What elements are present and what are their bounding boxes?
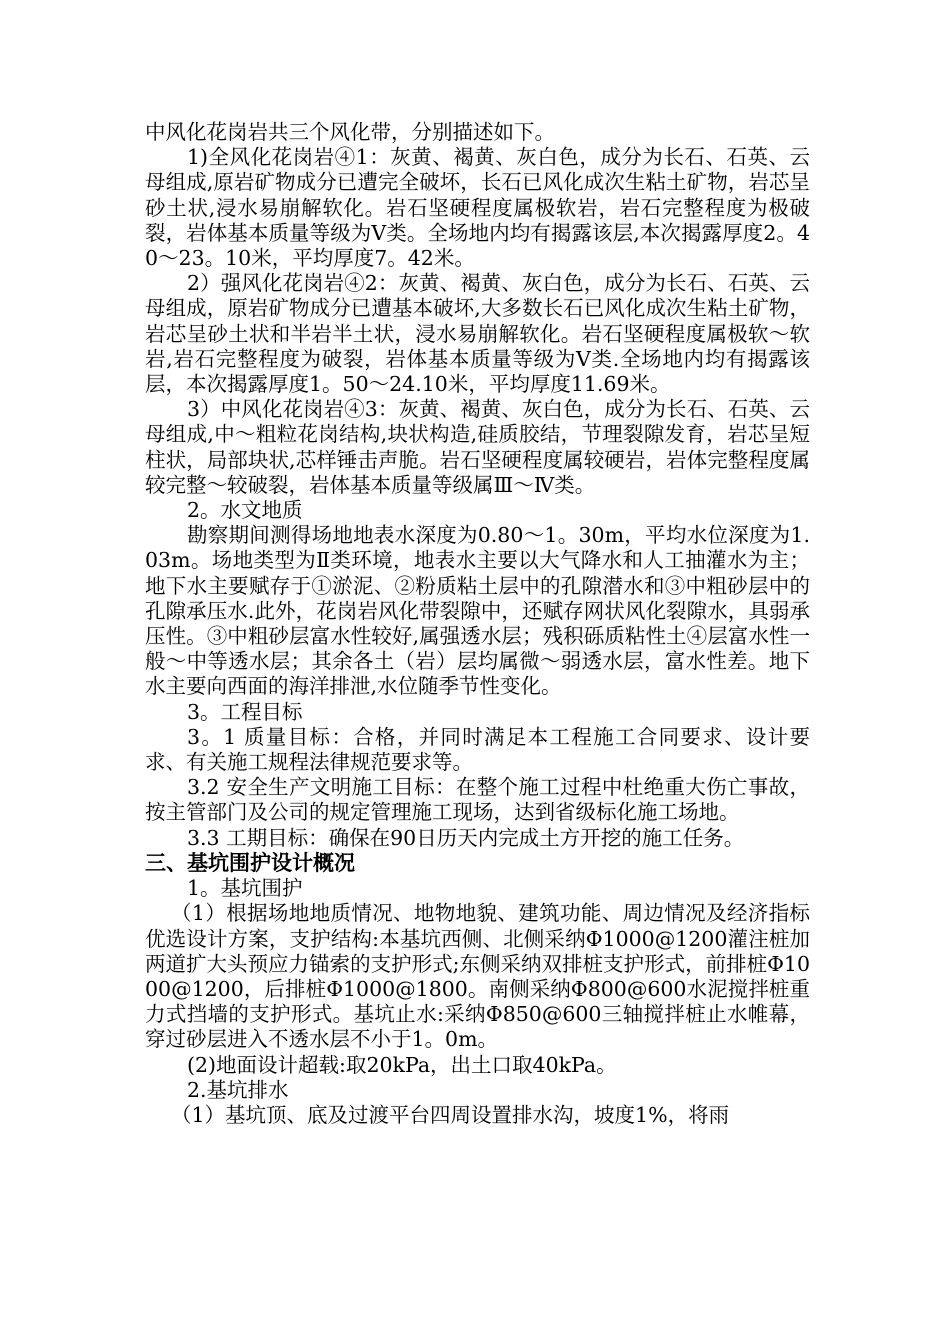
paragraph-hydrogeology: 勘察期间测得场地地表水深度为0.80～1。30m，平均水位深度为1.03m。场地类型为Ⅱ类环境，地表水主要以大气降水和人工抽灌水为主；地下水主要赋存于①淤泥、②粉质粘土层中的孔隙潜水和③中粗砂层中的孔隙承压水.此外，花岗岩风化带裂隙中，还赋存网状风化裂隙水，具弱承压性。③中粗砂层富水性较好,属强透水层；残积砾质粘性土④层富水性一般～中等透水层；其余各土（岩）层均属微～弱透水层，富水性差。地下水主要向西面的海洋排泄,水位随季节性变化。: [145, 523, 810, 699]
paragraph-moderately-weathered-granite: 3）中风化花岗岩④3：灰黄、褐黄、灰白色，成分为长石、石英、云母组成,中～粗粒花岗结构,块状构造,硅质胶结，节理裂隙发育，岩芯呈短柱状，局部块状,芯样锤击声脆。岩石坚硬程度属较硬岩，岩体完整程度属较完整～较破裂，岩体基本质量等级属Ⅲ～Ⅳ类。: [145, 397, 810, 497]
paragraph-support-design: （1）根据场地地质情况、地物地貌、建筑功能、周边情况及经济指标优选设计方案，支护结构:本基坑西侧、北侧采纳Φ1000@1200灌注桩加两道扩大头预应力锚索的支护形式;东侧采纳双排桩支护形式，前排桩Φ1000@1200，后排桩Φ1000@1800。南侧采纳Φ800@600水泥搅拌桩重力式挡墙的支护形式。基坑止水:采纳Φ850@600三轴搅拌桩止水帷幕，穿过砂层进入不透水层不小于1。0m。: [145, 901, 810, 1052]
section-heading: 三、基坑围护设计概况: [145, 850, 355, 875]
subheading-excavation-drainage: 2.基坑排水: [187, 1077, 289, 1102]
document-page: [145, 120, 810, 1128]
paragraph-fully-weathered-granite: 1)全风化花岗岩④1：灰黄、褐黄、灰白色，成分为长石、石英、云母组成,原岩矿物成分已遭完全破坏，长石已风化成次生粘土矿物，岩芯呈砂土状,浸水易崩解软化。岩石坚硬程度属极软岩，岩石完整程度为极破裂，岩体基本质量等级为Ⅴ类。全场地内均有揭露该层,本次揭露厚度2。40～23。10米，平均厚度7。42米。: [145, 145, 810, 271]
subheading-excavation-support: 1。基坑围护: [187, 876, 303, 901]
subheading-hydrogeology: 2。水文地质: [187, 498, 303, 523]
paragraph-weathering-intro: 中风化花岗岩共三个风化带，分别描述如下。: [145, 120, 555, 144]
paragraph-safety-goal: 3.2 安全生产文明施工目标：在整个施工过程中杜绝重大伤亡事故，按主管部门及公司的规定管理施工现场，达到省级标化施工场地。: [145, 775, 810, 825]
paragraph-drainage-ditch: （1）基坑顶、底及过渡平台四周设置排水沟，坡度1%，将雨: [171, 1102, 730, 1127]
paragraph-quality-goal: 3。1 质量目标：合格，并同时满足本工程施工合同要求、设计要求、有关施工规程法律规范要求等。: [145, 724, 810, 775]
subheading-project-goals: 3。工程目标: [187, 699, 303, 724]
paragraph-strongly-weathered-granite: 2）强风化花岗岩④2：灰黄、褐黄、灰白色，成分为长石、石英、云母组成，原岩矿物成分已遭基本破坏,大多数长石已风化成次生粘土矿物，岩芯呈砂土状和半岩半土状，浸水易崩解软化。岩石坚硬程度属极软～软岩,岩石完整程度为破裂，岩体基本质量等级为Ⅴ类.全场地内均有揭露该层，本次揭露厚度1。50～24.10米，平均厚度11.69米。: [145, 271, 810, 397]
paragraph-surcharge: (2)地面设计超载:取20kPa，出土口取40kPa。: [187, 1052, 617, 1077]
paragraph-schedule-goal: 3.3 工期目标：确保在90日历天内完成土方开挖的施工任务。: [187, 825, 745, 850]
